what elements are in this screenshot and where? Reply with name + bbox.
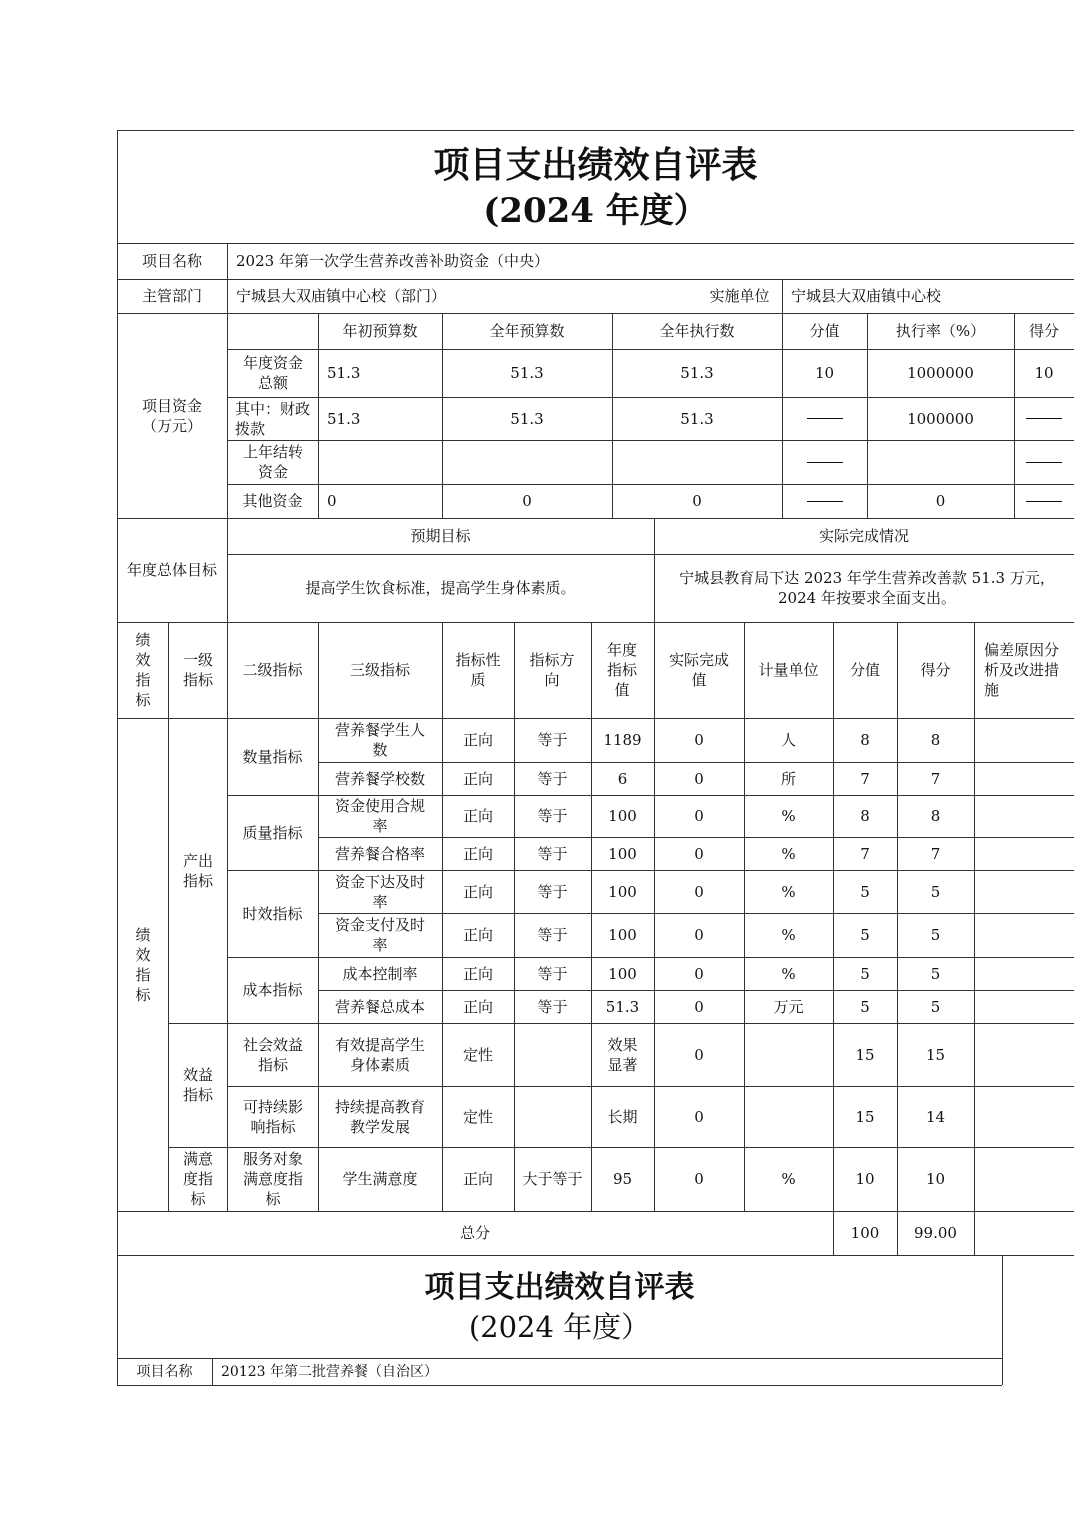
hdr-deviation: 偏差原因分析及改进措施: [984, 641, 1060, 699]
ind-level3: 有效提高学生身体素质: [334, 1035, 425, 1074]
goal-actual: 宁城县教育局下达 2023 年学生营养改善款 51.3 万元，2024 年按要求全面支出。: [679, 569, 1055, 607]
ind-unit: %: [781, 844, 796, 863]
second-project-value: 20123 年第二批营养餐（自治区）: [221, 1363, 438, 1380]
ind-score-value: 15: [855, 1107, 875, 1126]
annual-rate: 1000000: [907, 364, 974, 382]
col-exec: 全年执行数: [659, 322, 735, 340]
other-full: 0: [522, 492, 532, 510]
fiscal-rate: 1000000: [907, 409, 974, 428]
ind-nature: 正向: [462, 731, 493, 749]
annual-full: 51.3: [510, 364, 544, 382]
impl-unit-label: 实施单位: [709, 287, 770, 305]
page-title: 项目支出绩效自评表: [433, 144, 758, 186]
ind-score: 14: [925, 1107, 946, 1126]
goal-label: 年度总体目标: [126, 561, 217, 579]
ind-direction: [514, 1086, 591, 1147]
fiscal-result-dash: [1014, 397, 1074, 440]
fiscal-score-dash: [782, 397, 867, 440]
carryover-result-dash: [1014, 440, 1074, 484]
other-label: 其他资金: [242, 492, 303, 510]
annual-initial: 51.3: [327, 364, 361, 382]
ind-score-value: 5: [860, 964, 870, 983]
satisfaction-label: 满意度指标: [182, 1150, 213, 1208]
second-year: (2024 年度）: [468, 1310, 651, 1344]
hdr-level1: 一级指标: [182, 651, 213, 689]
ind-level3: 资金支付及时率: [334, 916, 425, 954]
col-exec-rate: 执行率（%）: [895, 322, 986, 340]
ind-level3: 营养餐学校数: [334, 769, 425, 788]
ind-target: 长期: [607, 1107, 638, 1126]
ind-score-value: 7: [860, 769, 870, 788]
quality-label: 质量指标: [242, 823, 303, 842]
benefit-label: 效益指标: [182, 1066, 213, 1104]
ind-direction: 等于: [537, 882, 568, 901]
ind-nature: 正向: [462, 844, 493, 863]
ind-score: 5: [930, 964, 941, 983]
ind-score: 7: [930, 844, 941, 863]
ind-nature: 正向: [462, 964, 493, 983]
ind-unit: %: [781, 807, 796, 825]
ind-level3: 营养餐总成本: [334, 997, 425, 1016]
ind-score: 5: [930, 882, 941, 901]
ind-direction: 等于: [537, 844, 568, 863]
ind-target: 100: [608, 926, 637, 944]
ind-target: 100: [608, 844, 637, 863]
perf-vertical-label: 绩效指标: [135, 925, 151, 1004]
hdr-score-value: 分值: [849, 661, 880, 679]
cost-label: 成本指标: [242, 981, 303, 999]
ind-unit: %: [781, 964, 796, 983]
hdr-perf: 绩效指标: [135, 631, 151, 709]
ind-unit: [744, 1086, 833, 1147]
ind-actual: 0: [694, 1045, 704, 1064]
ind-score: 8: [930, 731, 941, 749]
annual-total-label: 年度资金总额: [242, 354, 303, 392]
hdr-direction: 指标方向: [529, 651, 575, 689]
project-name-value: 2023 年第一次学生营养改善补助资金（中央）: [236, 252, 549, 270]
ind-score: 8: [930, 807, 941, 825]
fiscal-initial: 51.3: [327, 409, 361, 428]
actual-header: 实际完成情况: [818, 527, 909, 545]
other-initial: 0: [327, 492, 337, 510]
ind-score-value: 7: [860, 844, 870, 863]
ind-score-value: 5: [860, 926, 870, 944]
ind-target: 6: [617, 769, 628, 788]
ind-score: 15: [925, 1045, 946, 1064]
col-full-budget: 全年预算数: [489, 322, 565, 340]
total-score: 99.00: [914, 1224, 957, 1242]
dept-value: 宁城县大双庙镇中心校（部门）: [236, 287, 447, 305]
ind-unit: %: [781, 926, 796, 944]
ind-actual: 0: [694, 997, 704, 1016]
ind-target: 1189: [603, 731, 642, 749]
funds-label: 项目资金（万元）: [141, 396, 202, 435]
ind-target: 效果显著: [607, 1035, 638, 1074]
other-exec: 0: [692, 492, 702, 510]
project-name-label: 项目名称: [141, 252, 202, 270]
other-score-dash: [782, 484, 867, 518]
ind-score-value: 15: [855, 1045, 875, 1064]
ind-level3: 学生满意度: [342, 1170, 418, 1188]
col-score-value: 分值: [809, 322, 840, 340]
ind-direction: 大于等于: [522, 1170, 583, 1188]
ind-actual: 0: [694, 926, 704, 944]
hdr-actual-value: 实际完成值: [668, 651, 729, 689]
ind-actual: 0: [694, 807, 704, 825]
expected-header: 预期目标: [410, 527, 471, 545]
ind-score: 5: [930, 926, 941, 944]
goal-expected: 提高学生饮食标准，提高学生身体素质。: [305, 579, 576, 597]
hdr-level2: 二级指标: [242, 661, 303, 679]
ind-direction: 等于: [537, 807, 568, 825]
ind-direction: [514, 1023, 591, 1086]
hdr-unit: 计量单位: [758, 661, 819, 679]
fiscal-label: 其中：财政拨款: [235, 399, 311, 438]
ind-nature: 定性: [462, 1107, 493, 1126]
page-year: (2024 年度）: [483, 191, 708, 231]
total-value: 100: [850, 1224, 880, 1242]
ind-target: 100: [608, 964, 637, 983]
impl-unit-value: 宁城县大双庙镇中心校: [791, 287, 942, 305]
dept-label: 主管部门: [141, 287, 202, 305]
ind-score-value: 5: [860, 997, 870, 1016]
ind-actual: 0: [694, 964, 704, 983]
sustain-label: 可持续影响指标: [242, 1097, 303, 1136]
ind-direction: 等于: [537, 997, 568, 1016]
ind-actual: 0: [694, 731, 704, 749]
ind-actual: 0: [694, 1107, 704, 1126]
ind-direction: 等于: [537, 926, 568, 944]
annual-score: 10: [1034, 364, 1054, 382]
hdr-target: 年度指标值: [606, 641, 637, 699]
ind-level3: 营养餐合格率: [334, 844, 425, 863]
other-rate: 0: [935, 492, 946, 510]
second-title: 项目支出绩效自评表: [424, 1270, 695, 1305]
carryover-score-dash: [782, 440, 867, 484]
ind-nature: 正向: [462, 997, 493, 1016]
ind-target: 51.3: [605, 997, 640, 1016]
hdr-score: 得分: [920, 661, 951, 679]
annual-exec: 51.3: [680, 364, 714, 382]
ind-actual: 0: [694, 769, 704, 788]
ind-nature: 正向: [462, 926, 493, 944]
ind-level3: 持续提高教育教学发展: [334, 1097, 425, 1136]
fiscal-full: 51.3: [510, 409, 544, 428]
ind-actual: 0: [694, 882, 704, 901]
output-label: 产出指标: [182, 851, 213, 890]
total-label: 总分: [459, 1224, 490, 1242]
col-initial-budget: 年初预算数: [342, 322, 418, 340]
ind-target: 95: [612, 1170, 633, 1188]
ind-score-value: 8: [860, 807, 870, 825]
ind-unit: [744, 1023, 833, 1086]
ind-nature: 定性: [462, 1045, 493, 1064]
hdr-level3: 三级指标: [349, 661, 410, 679]
ind-score-value: 5: [860, 882, 870, 901]
ind-level3: 资金使用合规率: [334, 797, 425, 835]
ind-direction: 等于: [537, 769, 568, 788]
timeliness-label: 时效指标: [242, 904, 303, 923]
ind-nature: 正向: [462, 1170, 493, 1188]
ind-direction: 等于: [537, 731, 568, 749]
social-label: 社会效益指标: [242, 1035, 303, 1074]
ind-unit: %: [781, 882, 796, 901]
ind-score: 10: [925, 1170, 946, 1188]
ind-score-value: 10: [855, 1170, 875, 1188]
ind-level3: 成本控制率: [342, 964, 418, 983]
ind-actual: 0: [694, 844, 704, 863]
carryover-label: 上年结转资金: [242, 443, 303, 481]
ind-score-value: 8: [860, 731, 870, 749]
ind-nature: 正向: [462, 807, 493, 825]
second-project-label: 项目名称: [136, 1363, 193, 1380]
ind-level3: 营养餐学生人数: [334, 721, 425, 759]
ind-unit: 人: [780, 731, 796, 749]
fiscal-exec: 51.3: [680, 409, 714, 428]
annual-score-value: 10: [814, 364, 835, 382]
ind-target: 100: [608, 882, 637, 901]
ind-nature: 正向: [462, 882, 493, 901]
ind-target: 100: [608, 807, 637, 825]
ind-unit: 万元: [773, 997, 804, 1016]
ind-unit: 所: [780, 769, 796, 788]
hdr-nature: 指标性质: [455, 651, 501, 689]
quantity-label: 数量指标: [242, 747, 303, 766]
other-result-dash: [1014, 484, 1074, 518]
ind-score: 5: [930, 997, 941, 1016]
ind-level3: 资金下达及时率: [334, 872, 425, 911]
col-score: 得分: [1028, 322, 1059, 340]
ind-nature: 正向: [462, 769, 493, 788]
ind-direction: 等于: [537, 964, 568, 983]
service-label: 服务对象满意度指标: [242, 1150, 303, 1208]
ind-score: 7: [930, 769, 941, 788]
ind-unit: %: [781, 1170, 796, 1188]
ind-actual: 0: [694, 1170, 704, 1188]
